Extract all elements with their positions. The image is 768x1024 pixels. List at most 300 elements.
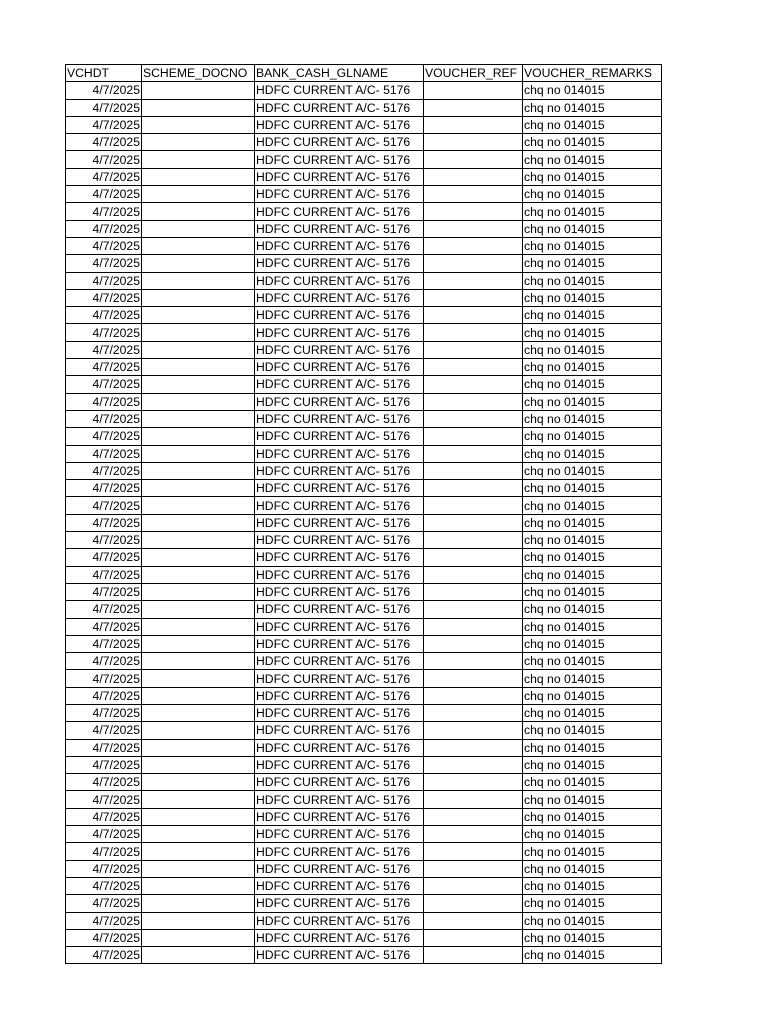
voucher-ref-cell[interactable]	[424, 151, 523, 168]
bank-cash-glname-cell[interactable]: HDFC CURRENT A/C- 5176	[255, 739, 424, 756]
voucher-ref-cell[interactable]	[424, 359, 523, 376]
voucher-ref-cell[interactable]	[424, 618, 523, 635]
bank-cash-glname-cell[interactable]: HDFC CURRENT A/C- 5176	[255, 791, 424, 808]
scheme-docno-cell[interactable]	[142, 687, 255, 704]
scheme-docno-cell[interactable]	[142, 341, 255, 358]
voucher-remarks-cell[interactable]: chq no 014015	[523, 237, 662, 254]
bank-cash-glname-cell[interactable]: HDFC CURRENT A/C- 5176	[255, 895, 424, 912]
voucher-remarks-cell[interactable]: chq no 014015	[523, 774, 662, 791]
voucher-remarks-cell[interactable]: chq no 014015	[523, 895, 662, 912]
vchdt-cell[interactable]: 4/7/2025	[66, 393, 142, 410]
bank-cash-glname-cell[interactable]: HDFC CURRENT A/C- 5176	[255, 826, 424, 843]
scheme-docno-cell[interactable]	[142, 895, 255, 912]
voucher-ref-cell[interactable]	[424, 168, 523, 185]
table-row	[66, 774, 662, 791]
voucher-remarks-cell[interactable]: chq no 014015	[523, 860, 662, 877]
voucher-ref-cell[interactable]	[424, 203, 523, 220]
table-row	[66, 462, 662, 479]
bank-cash-glname-cell[interactable]: HDFC CURRENT A/C- 5176	[255, 497, 424, 514]
scheme-docno-cell[interactable]	[142, 272, 255, 289]
scheme-docno-cell[interactable]	[142, 739, 255, 756]
vchdt-cell[interactable]: 4/7/2025	[66, 860, 142, 877]
voucher-remarks-cell[interactable]: chq no 014015	[523, 722, 662, 739]
voucher-ref-cell[interactable]	[424, 445, 523, 462]
scheme-docno-cell[interactable]	[142, 237, 255, 254]
voucher-ref-cell[interactable]	[424, 116, 523, 133]
voucher-ref-cell[interactable]	[424, 583, 523, 600]
scheme-docno-cell[interactable]	[142, 722, 255, 739]
bank-cash-glname-cell[interactable]: HDFC CURRENT A/C- 5176	[255, 843, 424, 860]
scheme-docno-cell[interactable]	[142, 774, 255, 791]
voucher-ref-cell[interactable]	[424, 808, 523, 825]
bank-cash-glname-cell[interactable]: HDFC CURRENT A/C- 5176	[255, 272, 424, 289]
voucher-ref-cell[interactable]	[424, 895, 523, 912]
voucher-remarks-cell[interactable]: chq no 014015	[523, 272, 662, 289]
bank-cash-glname-cell[interactable]: HDFC CURRENT A/C- 5176	[255, 653, 424, 670]
scheme-docno-cell[interactable]	[142, 826, 255, 843]
vchdt-cell[interactable]: 4/7/2025	[66, 601, 142, 618]
bank-cash-glname-cell[interactable]: HDFC CURRENT A/C- 5176	[255, 601, 424, 618]
scheme-docno-cell[interactable]	[142, 929, 255, 946]
voucher-remarks-cell[interactable]: chq no 014015	[523, 687, 662, 704]
voucher-remarks-cell[interactable]: chq no 014015	[523, 151, 662, 168]
column-header-voucher-remarks: VOUCHER_REMARKS	[523, 65, 662, 82]
vchdt-cell[interactable]: 4/7/2025	[66, 843, 142, 860]
table-row	[66, 480, 662, 497]
voucher-ref-cell[interactable]	[424, 255, 523, 272]
vchdt-cell[interactable]: 4/7/2025	[66, 99, 142, 116]
vchdt-cell[interactable]: 4/7/2025	[66, 289, 142, 306]
voucher-ref-cell[interactable]	[424, 774, 523, 791]
scheme-docno-cell[interactable]	[142, 566, 255, 583]
scheme-docno-cell[interactable]	[142, 497, 255, 514]
voucher-ref-cell[interactable]	[424, 929, 523, 946]
table-body	[66, 82, 662, 964]
voucher-remarks-cell[interactable]: chq no 014015	[523, 929, 662, 946]
voucher-remarks-cell[interactable]: chq no 014015	[523, 877, 662, 894]
vchdt-cell[interactable]: 4/7/2025	[66, 739, 142, 756]
voucher-remarks-cell[interactable]: chq no 014015	[523, 704, 662, 721]
bank-cash-glname-cell[interactable]: HDFC CURRENT A/C- 5176	[255, 445, 424, 462]
table-row	[66, 722, 662, 739]
voucher-remarks-cell[interactable]: chq no 014015	[523, 255, 662, 272]
bank-cash-glname-cell[interactable]: HDFC CURRENT A/C- 5176	[255, 151, 424, 168]
voucher-ref-cell[interactable]	[424, 99, 523, 116]
bank-cash-glname-cell[interactable]: HDFC CURRENT A/C- 5176	[255, 635, 424, 652]
voucher-remarks-cell[interactable]: chq no 014015	[523, 497, 662, 514]
voucher-remarks-cell[interactable]: chq no 014015	[523, 186, 662, 203]
bank-cash-glname-cell[interactable]: HDFC CURRENT A/C- 5176	[255, 341, 424, 358]
voucher-ref-cell[interactable]	[424, 826, 523, 843]
voucher-ref-cell[interactable]	[424, 428, 523, 445]
scheme-docno-cell[interactable]	[142, 704, 255, 721]
scheme-docno-cell[interactable]	[142, 445, 255, 462]
voucher-remarks-cell[interactable]: chq no 014015	[523, 756, 662, 773]
scheme-docno-cell[interactable]	[142, 549, 255, 566]
voucher-remarks-cell[interactable]: chq no 014015	[523, 739, 662, 756]
voucher-ref-cell[interactable]	[424, 549, 523, 566]
bank-cash-glname-cell[interactable]: HDFC CURRENT A/C- 5176	[255, 687, 424, 704]
scheme-docno-cell[interactable]	[142, 532, 255, 549]
vchdt-cell[interactable]: 4/7/2025	[66, 774, 142, 791]
voucher-remarks-cell[interactable]: chq no 014015	[523, 376, 662, 393]
bank-cash-glname-cell[interactable]: HDFC CURRENT A/C- 5176	[255, 549, 424, 566]
bank-cash-glname-cell[interactable]: HDFC CURRENT A/C- 5176	[255, 359, 424, 376]
table-row	[66, 704, 662, 721]
scheme-docno-cell[interactable]	[142, 601, 255, 618]
bank-cash-glname-cell[interactable]: HDFC CURRENT A/C- 5176	[255, 756, 424, 773]
table-row	[66, 272, 662, 289]
voucher-ref-cell[interactable]	[424, 670, 523, 687]
scheme-docno-cell[interactable]	[142, 912, 255, 929]
voucher-ref-cell[interactable]	[424, 912, 523, 929]
voucher-ref-cell[interactable]	[424, 947, 523, 964]
vchdt-cell[interactable]: 4/7/2025	[66, 341, 142, 358]
table-row	[66, 151, 662, 168]
scheme-docno-cell[interactable]	[142, 480, 255, 497]
voucher-remarks-cell[interactable]: chq no 014015	[523, 99, 662, 116]
scheme-docno-cell[interactable]	[142, 151, 255, 168]
voucher-ref-cell[interactable]	[424, 134, 523, 151]
bank-cash-glname-cell[interactable]: HDFC CURRENT A/C- 5176	[255, 289, 424, 306]
vchdt-cell[interactable]: 4/7/2025	[66, 82, 142, 99]
bank-cash-glname-cell[interactable]: HDFC CURRENT A/C- 5176	[255, 324, 424, 341]
bank-cash-glname-cell[interactable]: HDFC CURRENT A/C- 5176	[255, 428, 424, 445]
voucher-table	[65, 64, 662, 964]
voucher-ref-cell[interactable]	[424, 532, 523, 549]
scheme-docno-cell[interactable]	[142, 670, 255, 687]
vchdt-cell[interactable]: 4/7/2025	[66, 929, 142, 946]
bank-cash-glname-cell[interactable]: HDFC CURRENT A/C- 5176	[255, 947, 424, 964]
vchdt-cell[interactable]: 4/7/2025	[66, 410, 142, 427]
scheme-docno-cell[interactable]	[142, 289, 255, 306]
bank-cash-glname-cell[interactable]: HDFC CURRENT A/C- 5176	[255, 307, 424, 324]
voucher-ref-cell[interactable]	[424, 410, 523, 427]
bank-cash-glname-cell[interactable]: HDFC CURRENT A/C- 5176	[255, 670, 424, 687]
voucher-ref-cell[interactable]	[424, 739, 523, 756]
table-row	[66, 895, 662, 912]
voucher-remarks-cell[interactable]: chq no 014015	[523, 341, 662, 358]
table-row	[66, 929, 662, 946]
voucher-ref-cell[interactable]	[424, 860, 523, 877]
table-row	[66, 410, 662, 427]
voucher-remarks-cell[interactable]: chq no 014015	[523, 635, 662, 652]
bank-cash-glname-cell[interactable]: HDFC CURRENT A/C- 5176	[255, 410, 424, 427]
bank-cash-glname-cell[interactable]: HDFC CURRENT A/C- 5176	[255, 877, 424, 894]
voucher-ref-cell[interactable]	[424, 237, 523, 254]
bank-cash-glname-cell[interactable]: HDFC CURRENT A/C- 5176	[255, 704, 424, 721]
table-row	[66, 186, 662, 203]
voucher-ref-cell[interactable]	[424, 462, 523, 479]
table-row	[66, 134, 662, 151]
voucher-remarks-cell[interactable]: chq no 014015	[523, 826, 662, 843]
voucher-remarks-cell[interactable]: chq no 014015	[523, 116, 662, 133]
scheme-docno-cell[interactable]	[142, 220, 255, 237]
table-row	[66, 307, 662, 324]
scheme-docno-cell[interactable]	[142, 116, 255, 133]
table-row	[66, 237, 662, 254]
bank-cash-glname-cell[interactable]: HDFC CURRENT A/C- 5176	[255, 393, 424, 410]
table-row	[66, 82, 662, 99]
table-row	[66, 445, 662, 462]
vchdt-cell[interactable]: 4/7/2025	[66, 462, 142, 479]
vchdt-cell[interactable]: 4/7/2025	[66, 618, 142, 635]
column-header-scheme-docno: SCHEME_DOCNO	[142, 65, 255, 82]
voucher-ref-cell[interactable]	[424, 307, 523, 324]
table-row	[66, 583, 662, 600]
vchdt-cell[interactable]: 4/7/2025	[66, 480, 142, 497]
voucher-ref-cell[interactable]	[424, 756, 523, 773]
voucher-remarks-cell[interactable]: chq no 014015	[523, 82, 662, 99]
bank-cash-glname-cell[interactable]: HDFC CURRENT A/C- 5176	[255, 116, 424, 133]
scheme-docno-cell[interactable]	[142, 583, 255, 600]
scheme-docno-cell[interactable]	[142, 168, 255, 185]
voucher-ref-cell[interactable]	[424, 220, 523, 237]
scheme-docno-cell[interactable]	[142, 359, 255, 376]
vchdt-cell[interactable]: 4/7/2025	[66, 116, 142, 133]
bank-cash-glname-cell[interactable]: HDFC CURRENT A/C- 5176	[255, 134, 424, 151]
vchdt-cell[interactable]: 4/7/2025	[66, 704, 142, 721]
vchdt-cell[interactable]: 4/7/2025	[66, 203, 142, 220]
scheme-docno-cell[interactable]	[142, 134, 255, 151]
bank-cash-glname-cell[interactable]: HDFC CURRENT A/C- 5176	[255, 722, 424, 739]
bank-cash-glname-cell[interactable]: HDFC CURRENT A/C- 5176	[255, 480, 424, 497]
scheme-docno-cell[interactable]	[142, 376, 255, 393]
voucher-remarks-cell[interactable]: chq no 014015	[523, 289, 662, 306]
vchdt-cell[interactable]: 4/7/2025	[66, 445, 142, 462]
vchdt-cell[interactable]: 4/7/2025	[66, 653, 142, 670]
voucher-ref-cell[interactable]	[424, 497, 523, 514]
voucher-remarks-cell[interactable]: chq no 014015	[523, 912, 662, 929]
voucher-ref-cell[interactable]	[424, 566, 523, 583]
voucher-remarks-cell[interactable]: chq no 014015	[523, 843, 662, 860]
voucher-remarks-cell[interactable]: chq no 014015	[523, 653, 662, 670]
bank-cash-glname-cell[interactable]: HDFC CURRENT A/C- 5176	[255, 376, 424, 393]
vchdt-cell[interactable]: 4/7/2025	[66, 791, 142, 808]
scheme-docno-cell[interactable]	[142, 618, 255, 635]
voucher-remarks-cell[interactable]: chq no 014015	[523, 480, 662, 497]
voucher-remarks-cell[interactable]: chq no 014015	[523, 670, 662, 687]
bank-cash-glname-cell[interactable]: HDFC CURRENT A/C- 5176	[255, 237, 424, 254]
vchdt-cell[interactable]: 4/7/2025	[66, 566, 142, 583]
voucher-remarks-cell[interactable]: chq no 014015	[523, 168, 662, 185]
bank-cash-glname-cell[interactable]: HDFC CURRENT A/C- 5176	[255, 929, 424, 946]
vchdt-cell[interactable]: 4/7/2025	[66, 912, 142, 929]
voucher-ref-cell[interactable]	[424, 704, 523, 721]
voucher-ref-cell[interactable]	[424, 601, 523, 618]
voucher-remarks-cell[interactable]: chq no 014015	[523, 220, 662, 237]
vchdt-cell[interactable]: 4/7/2025	[66, 895, 142, 912]
voucher-ref-cell[interactable]	[424, 272, 523, 289]
voucher-remarks-cell[interactable]: chq no 014015	[523, 307, 662, 324]
table-row	[66, 220, 662, 237]
voucher-remarks-cell[interactable]: chq no 014015	[523, 566, 662, 583]
table-row	[66, 393, 662, 410]
scheme-docno-cell[interactable]	[142, 410, 255, 427]
vchdt-cell[interactable]: 4/7/2025	[66, 877, 142, 894]
bank-cash-glname-cell[interactable]: HDFC CURRENT A/C- 5176	[255, 462, 424, 479]
bank-cash-glname-cell[interactable]: HDFC CURRENT A/C- 5176	[255, 186, 424, 203]
voucher-ref-cell[interactable]	[424, 687, 523, 704]
scheme-docno-cell[interactable]	[142, 186, 255, 203]
voucher-ref-cell[interactable]	[424, 635, 523, 652]
voucher-remarks-cell[interactable]: chq no 014015	[523, 445, 662, 462]
scheme-docno-cell[interactable]	[142, 324, 255, 341]
voucher-ref-cell[interactable]	[424, 186, 523, 203]
table-row	[66, 168, 662, 185]
vchdt-cell[interactable]: 4/7/2025	[66, 532, 142, 549]
scheme-docno-cell[interactable]	[142, 307, 255, 324]
scheme-docno-cell[interactable]	[142, 808, 255, 825]
vchdt-cell[interactable]: 4/7/2025	[66, 151, 142, 168]
column-header-vchdt: VCHDT	[66, 65, 142, 82]
vchdt-cell[interactable]: 4/7/2025	[66, 272, 142, 289]
bank-cash-glname-cell[interactable]: HDFC CURRENT A/C- 5176	[255, 583, 424, 600]
vchdt-cell[interactable]: 4/7/2025	[66, 428, 142, 445]
vchdt-cell[interactable]: 4/7/2025	[66, 168, 142, 185]
voucher-ref-cell[interactable]	[424, 653, 523, 670]
vchdt-cell[interactable]: 4/7/2025	[66, 583, 142, 600]
vchdt-cell[interactable]: 4/7/2025	[66, 756, 142, 773]
table-row	[66, 289, 662, 306]
scheme-docno-cell[interactable]	[142, 462, 255, 479]
voucher-remarks-cell[interactable]: chq no 014015	[523, 532, 662, 549]
table-row	[66, 877, 662, 894]
voucher-ref-cell[interactable]	[424, 791, 523, 808]
voucher-remarks-cell[interactable]: chq no 014015	[523, 324, 662, 341]
table-row	[66, 255, 662, 272]
table-row	[66, 808, 662, 825]
vchdt-cell[interactable]: 4/7/2025	[66, 497, 142, 514]
scheme-docno-cell[interactable]	[142, 82, 255, 99]
table-row	[66, 947, 662, 964]
voucher-ref-cell[interactable]	[424, 877, 523, 894]
vchdt-cell[interactable]: 4/7/2025	[66, 826, 142, 843]
bank-cash-glname-cell[interactable]: HDFC CURRENT A/C- 5176	[255, 808, 424, 825]
vchdt-cell[interactable]: 4/7/2025	[66, 186, 142, 203]
vchdt-cell[interactable]: 4/7/2025	[66, 808, 142, 825]
voucher-remarks-cell[interactable]: chq no 014015	[523, 808, 662, 825]
table-row	[66, 601, 662, 618]
vchdt-cell[interactable]: 4/7/2025	[66, 324, 142, 341]
bank-cash-glname-cell[interactable]: HDFC CURRENT A/C- 5176	[255, 255, 424, 272]
voucher-remarks-cell[interactable]: chq no 014015	[523, 134, 662, 151]
table-row	[66, 376, 662, 393]
voucher-ref-cell[interactable]	[424, 480, 523, 497]
vchdt-cell[interactable]: 4/7/2025	[66, 549, 142, 566]
vchdt-cell[interactable]: 4/7/2025	[66, 237, 142, 254]
voucher-remarks-cell[interactable]: chq no 014015	[523, 947, 662, 964]
table-row	[66, 739, 662, 756]
scheme-docno-cell[interactable]	[142, 791, 255, 808]
table-row	[66, 618, 662, 635]
voucher-ref-cell[interactable]	[424, 393, 523, 410]
vchdt-cell[interactable]: 4/7/2025	[66, 722, 142, 739]
voucher-remarks-cell[interactable]: chq no 014015	[523, 618, 662, 635]
scheme-docno-cell[interactable]	[142, 203, 255, 220]
vchdt-cell[interactable]: 4/7/2025	[66, 255, 142, 272]
scheme-docno-cell[interactable]	[142, 99, 255, 116]
voucher-remarks-cell[interactable]: chq no 014015	[523, 791, 662, 808]
scheme-docno-cell[interactable]	[142, 635, 255, 652]
table-row	[66, 549, 662, 566]
vchdt-cell[interactable]: 4/7/2025	[66, 687, 142, 704]
vchdt-cell[interactable]: 4/7/2025	[66, 947, 142, 964]
voucher-ref-cell[interactable]	[424, 514, 523, 531]
scheme-docno-cell[interactable]	[142, 255, 255, 272]
bank-cash-glname-cell[interactable]: HDFC CURRENT A/C- 5176	[255, 220, 424, 237]
vchdt-cell[interactable]: 4/7/2025	[66, 359, 142, 376]
bank-cash-glname-cell[interactable]: HDFC CURRENT A/C- 5176	[255, 514, 424, 531]
scheme-docno-cell[interactable]	[142, 393, 255, 410]
voucher-remarks-cell[interactable]: chq no 014015	[523, 410, 662, 427]
scheme-docno-cell[interactable]	[142, 843, 255, 860]
bank-cash-glname-cell[interactable]: HDFC CURRENT A/C- 5176	[255, 566, 424, 583]
table-row	[66, 826, 662, 843]
scheme-docno-cell[interactable]	[142, 653, 255, 670]
table-row	[66, 324, 662, 341]
vchdt-cell[interactable]: 4/7/2025	[66, 670, 142, 687]
vchdt-cell[interactable]: 4/7/2025	[66, 376, 142, 393]
table-row	[66, 99, 662, 116]
bank-cash-glname-cell[interactable]: HDFC CURRENT A/C- 5176	[255, 912, 424, 929]
bank-cash-glname-cell[interactable]: HDFC CURRENT A/C- 5176	[255, 99, 424, 116]
voucher-remarks-cell[interactable]: chq no 014015	[523, 549, 662, 566]
voucher-remarks-cell[interactable]: chq no 014015	[523, 393, 662, 410]
bank-cash-glname-cell[interactable]: HDFC CURRENT A/C- 5176	[255, 774, 424, 791]
vchdt-cell[interactable]: 4/7/2025	[66, 134, 142, 151]
voucher-remarks-cell[interactable]: chq no 014015	[523, 583, 662, 600]
scheme-docno-cell[interactable]	[142, 947, 255, 964]
table-row	[66, 566, 662, 583]
vchdt-cell[interactable]: 4/7/2025	[66, 220, 142, 237]
voucher-ref-cell[interactable]	[424, 82, 523, 99]
vchdt-cell[interactable]: 4/7/2025	[66, 307, 142, 324]
bank-cash-glname-cell[interactable]: HDFC CURRENT A/C- 5176	[255, 618, 424, 635]
scheme-docno-cell[interactable]	[142, 514, 255, 531]
table-row	[66, 635, 662, 652]
column-header-voucher-ref: VOUCHER_REF	[424, 65, 523, 82]
voucher-remarks-cell[interactable]: chq no 014015	[523, 359, 662, 376]
header-row	[66, 65, 662, 82]
voucher-remarks-cell[interactable]: chq no 014015	[523, 428, 662, 445]
voucher-ref-cell[interactable]	[424, 324, 523, 341]
voucher-ref-cell[interactable]	[424, 341, 523, 358]
voucher-remarks-cell[interactable]: chq no 014015	[523, 203, 662, 220]
table-row	[66, 756, 662, 773]
voucher-ref-cell[interactable]	[424, 289, 523, 306]
voucher-ref-cell[interactable]	[424, 843, 523, 860]
voucher-ref-cell[interactable]	[424, 376, 523, 393]
scheme-docno-cell[interactable]	[142, 860, 255, 877]
table-row	[66, 843, 662, 860]
scheme-docno-cell[interactable]	[142, 428, 255, 445]
voucher-ref-cell[interactable]	[424, 722, 523, 739]
scheme-docno-cell[interactable]	[142, 756, 255, 773]
vchdt-cell[interactable]: 4/7/2025	[66, 635, 142, 652]
voucher-remarks-cell[interactable]: chq no 014015	[523, 514, 662, 531]
bank-cash-glname-cell[interactable]: HDFC CURRENT A/C- 5176	[255, 860, 424, 877]
voucher-remarks-cell[interactable]: chq no 014015	[523, 601, 662, 618]
scheme-docno-cell[interactable]	[142, 877, 255, 894]
bank-cash-glname-cell[interactable]: HDFC CURRENT A/C- 5176	[255, 82, 424, 99]
voucher-remarks-cell[interactable]: chq no 014015	[523, 462, 662, 479]
spreadsheet-sheet	[65, 64, 662, 964]
bank-cash-glname-cell[interactable]: HDFC CURRENT A/C- 5176	[255, 168, 424, 185]
bank-cash-glname-cell[interactable]: HDFC CURRENT A/C- 5176	[255, 203, 424, 220]
vchdt-cell[interactable]: 4/7/2025	[66, 514, 142, 531]
bank-cash-glname-cell[interactable]: HDFC CURRENT A/C- 5176	[255, 532, 424, 549]
